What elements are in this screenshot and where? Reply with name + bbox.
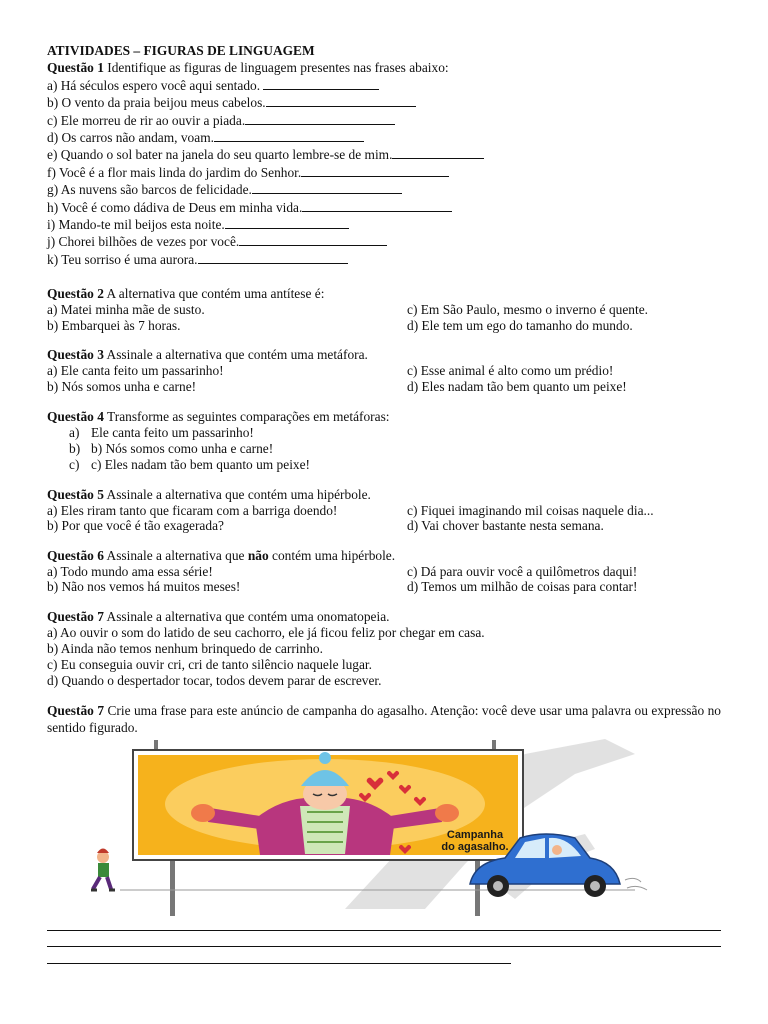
question-1-prompt: Identifique as figuras de linguagem presentes nas frases abaixo: [103,60,449,76]
q7-option-d[interactable]: d) Quando o despertador tocar, todos devem parar de escrever. [47,673,382,689]
question-5-label: Questão 5 [47,486,104,502]
q1-item-g [47,181,721,198]
q1-item-text: h) Você é como dádiva de Deus em minha vida. [47,199,303,215]
q6-option-b[interactable]: b) Não nos vemos há muitos meses! [47,579,241,595]
q3-option-c[interactable]: c) Esse animal é alto como um prédio! [407,363,614,379]
left-hand [191,804,215,822]
right-hand [435,804,459,822]
answer-line-1[interactable] [47,930,721,931]
billboard-illustration-svg [75,734,685,916]
q7-option-b[interactable]: b) Ainda não temos nenhum brinquedo de carrinho. [47,641,323,657]
q1-item-text: j) Chorei bilhões de vezes por você. [47,234,240,250]
q2-option-d[interactable]: d) Ele tem um ego do tamanho do mundo. [407,317,633,333]
q6-option-d[interactable]: d) Temos um milhão de coisas para contar! [407,579,638,595]
question-4-prompt: Transforme as seguintes comparações em metáforas: [103,408,390,424]
q1-item-text: e) Quando o sol bater na janela do seu quarto lembre-se de mim. [47,147,393,163]
question-2-label: Questão 2 [47,286,104,302]
question-1-header [47,59,721,76]
q7-option-a[interactable]: a) Ao ouvir o som do latido de seu cachorro, ele já ficou feliz por chegar em casa. [47,625,485,641]
question-6-prompt-end: contém uma hipérbole. [268,547,396,563]
q4-item-a [47,425,721,441]
question-8-block [47,703,721,736]
q1-item-text: a) Há séculos espero você aqui sentado. [47,77,264,93]
q1-item-text: d) Os carros não andam, voam. [47,130,214,146]
q1-item-d [47,129,721,146]
question-4-label: Questão 4 [47,408,104,424]
q6-option-c[interactable]: c) Dá para ouvir você a quilômetros daqui! [407,563,638,579]
q3-options-row-1 [47,363,721,379]
answer-blank[interactable] [225,216,349,229]
q4-item-letter: b) [69,440,81,456]
question-5-header [47,487,721,503]
scarf [300,806,350,854]
answer-blank[interactable] [263,77,379,90]
question-1-label: Questão 1 [47,60,104,76]
q2-options-row-1 [47,302,721,318]
q2-option-c[interactable]: c) Em São Paulo, mesmo o inverno é quente. [407,302,648,318]
question-8-prompt: Crie uma frase para este anúncio de campanha do agasalho. Atenção: você deve usar uma palavra ou expressão no sentido figurado. [47,703,722,735]
q1-item-j [47,233,721,250]
q3-option-b[interactable]: b) Nós somos unha e carne! [47,379,197,395]
answer-blank[interactable] [245,112,395,125]
campaign-illustration [75,734,685,916]
question-2-prompt: A alternativa que contém uma antítese é: [103,286,325,302]
answer-line-3[interactable] [47,963,511,964]
q1-item-e [47,146,721,163]
answer-blank[interactable] [301,164,449,177]
answer-blank[interactable] [266,94,416,107]
q5-option-d[interactable]: d) Vai chover bastante nesta semana. [407,518,604,534]
q1-item-a [47,77,721,94]
q2-option-b[interactable]: b) Embarquei às 7 horas. [47,317,181,333]
q5-option-c[interactable]: c) Fiquei imaginando mil coisas naquele dia... [407,502,654,518]
q7-option-c[interactable]: c) Eu conseguia ouvir cri, cri de tanto silêncio naquele lugar. [47,657,372,673]
question-4-header [47,409,721,425]
q4-item-letter: a) [69,424,80,440]
question-3-header [47,347,721,363]
question-2-header [47,286,721,302]
q1-item-c [47,112,721,129]
q5-options-row-1 [47,503,721,519]
q2-options-row-2 [47,318,721,334]
billboard-post-right [475,854,480,916]
q1-item-text: i) Mando-te mil beijos esta noite. [47,217,225,233]
question-3-label: Questão 3 [47,347,104,363]
answer-blank[interactable] [302,199,452,212]
question-8-label: Questão 7 [47,703,105,719]
q1-item-i [47,216,721,233]
q2-option-a[interactable]: a) Matei minha mãe de susto. [47,302,205,318]
q4-item-text: Ele canta feito um passarinho! [91,424,254,440]
question-6-header [47,548,721,564]
question-6-prompt: Assinale a alternativa que [103,547,248,563]
answer-blank[interactable] [198,251,348,264]
q6-options-row-2 [47,579,721,595]
answer-blank[interactable] [392,146,484,159]
q1-item-h [47,199,721,216]
question-3-prompt: Assinale a alternativa que contém uma metáfora. [103,347,368,363]
q1-item-k [47,251,721,268]
q6-option-a[interactable]: a) Todo mundo ama essa série! [47,563,213,579]
q1-item-text: f) Você é a flor mais linda do jardim do Senhor. [47,164,302,180]
answer-blank[interactable] [239,233,387,246]
q1-item-b [47,94,721,111]
q6-options-row-1 [47,564,721,580]
billboard-text-line-1: Campanha [446,829,504,841]
q4-item-text: c) Eles nadam tão bem quanto um peixe! [91,456,311,472]
question-5-prompt: Assinale a alternativa que contém uma hipérbole. [103,486,371,502]
q1-item-text: c) Ele morreu de rir ao ouvir a piada. [47,112,246,128]
question-7-prompt: Assinale a alternativa que contém uma onomatopeia. [103,609,390,625]
q3-option-a[interactable]: a) Ele canta feito um passarinho! [47,363,224,379]
worksheet [47,42,721,736]
q5-options-row-2 [47,518,721,534]
q4-item-letter: c) [69,456,80,472]
q1-item-text: g) As nuvens são barcos de felicidade. [47,182,252,198]
q3-options-row-2 [47,379,721,395]
billboard-post-left [170,854,175,916]
worksheet-title: ATIVIDADES – FIGURAS DE LINGUAGEM [47,43,315,58]
q4-item-b [47,441,721,457]
answer-line-2[interactable] [47,946,721,947]
q1-item-text: k) Teu sorriso é uma aurora. [47,251,198,267]
question-7-header [47,609,721,625]
q5-option-b[interactable]: b) Por que você é tão exagerada? [47,518,224,534]
question-6-emphasis: não [247,547,269,563]
answer-blank[interactable] [214,129,364,142]
walking-child [91,849,115,891]
question-7-label: Questão 7 [47,609,104,625]
billboard-text-line-2: do agasalho. [441,841,509,853]
q4-item-c [47,457,721,473]
q5-option-a[interactable]: a) Eles riram tanto que ficaram com a barriga doendo! [47,502,338,518]
q1-item-f [47,164,721,181]
q4-item-text: b) Nós somos como unha e carne! [91,440,274,456]
answer-blank[interactable] [252,181,402,194]
q3-option-d[interactable]: d) Eles nadam tão bem quanto um peixe! [407,379,627,395]
question-6-label: Questão 6 [47,547,104,563]
q1-item-text: b) O vento da praia beijou meus cabelos. [47,95,266,111]
